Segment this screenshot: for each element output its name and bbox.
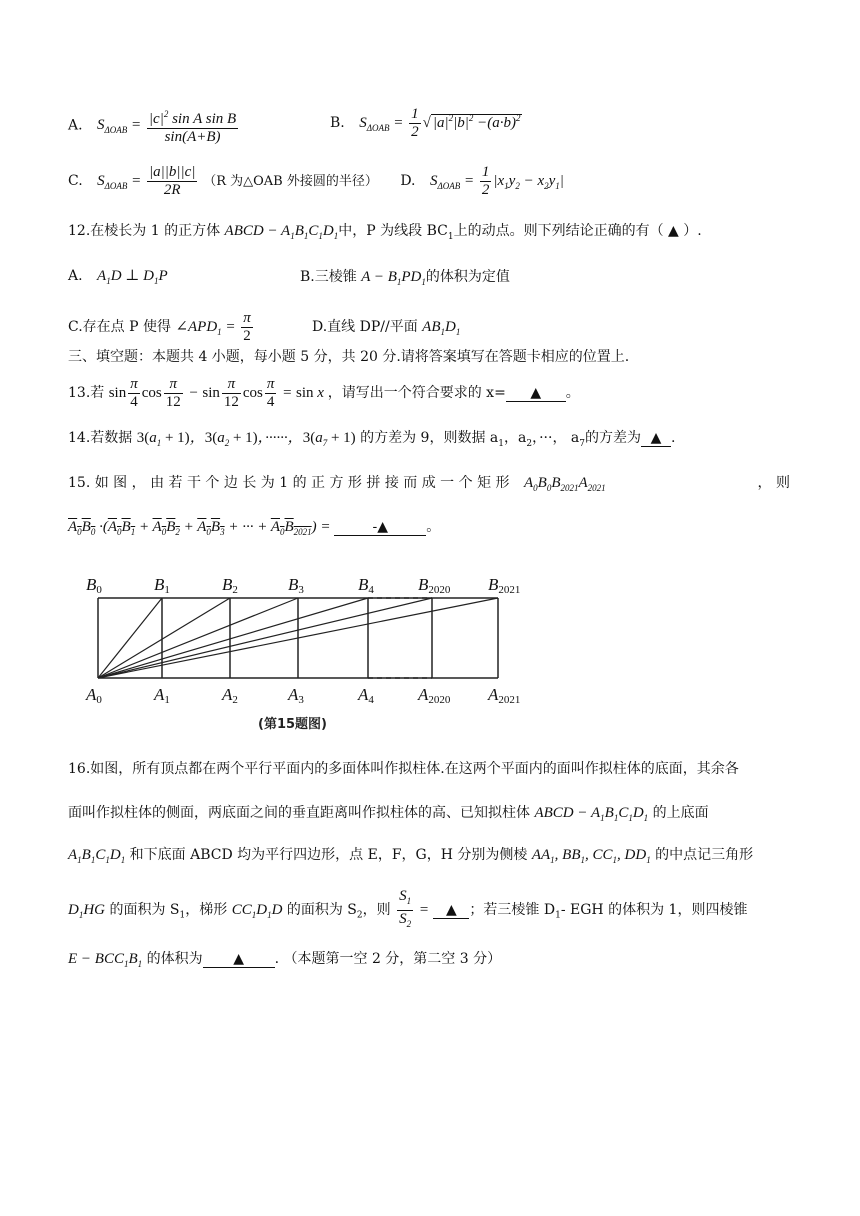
q13-answer-blank[interactable]: ▲ xyxy=(506,385,566,402)
q16-line2-end: 的上底面 xyxy=(652,805,709,821)
figure-dashed-segments xyxy=(368,598,432,678)
q16-answer-blank-2[interactable]: ▲ xyxy=(203,951,275,968)
label-B2020: B2020 xyxy=(418,575,451,596)
q12-options-cd xyxy=(68,310,255,345)
vector-a0b2020 xyxy=(98,598,432,678)
vector-a0b2 xyxy=(98,598,230,678)
q12-option-a-label: A. xyxy=(68,268,83,284)
q14-end: . xyxy=(670,430,676,446)
q11-option-c-label: C. xyxy=(68,172,83,189)
q12-stem: 12.在棱长为 1 的正方体 ABCD − $A_1B_1C_1D_1$中，P 为线段 $BC_1$上的动点。则下列结论正确的有（ ▲ ）. xyxy=(68,223,702,242)
q16-line3 xyxy=(68,844,753,865)
q16-answer-blank-1[interactable]: ▲ xyxy=(433,902,469,919)
q13-suffix: ，请写出一个符合要求的 x= xyxy=(327,384,506,401)
label-B1: B1 xyxy=(154,575,170,596)
q11-option-c-note: （R 为△OAB 外接圆的半径） xyxy=(203,173,378,189)
label-B4: B4 xyxy=(358,575,374,596)
q11-option-c-formula: $S_{\Delta OAB}$ = $\frac{|a||b||c|}{2R}$ xyxy=(97,164,196,198)
label-B2021: B2021 xyxy=(488,575,521,596)
q16-pyramid: $E - BCC_1B_1$ xyxy=(68,951,143,969)
section-3-heading: 三、填空题：本题共 4 小题，每小题 5 分，共 20 分.请将答案填写在答题卡相应的位置上. xyxy=(68,349,630,365)
q12-option-d xyxy=(312,316,460,337)
q15-line1 xyxy=(68,472,790,493)
q12-option-c-formula: $\angle APD_1$ = $\frac{\pi}{2}$ xyxy=(175,310,251,344)
q11-option-ab-row xyxy=(68,106,240,146)
q12-options-ab xyxy=(68,266,168,286)
vector-a0b4 xyxy=(98,598,368,678)
label-A2021: A2021 xyxy=(488,685,521,706)
figure-caption: (第15题图) xyxy=(258,717,327,732)
q11-option-b xyxy=(330,106,522,141)
q16-prism: ABCD − $A_1B_1C_1D_1$ xyxy=(534,805,649,823)
q13-prefix: 13.若 xyxy=(68,384,105,401)
q16-line2-text: 面叫作拟柱体的侧面，两底面之间的垂直距离叫作拟柱体的高、已知拟柱体 xyxy=(68,805,530,821)
q16-line4: $D_1HG$ 的面积为 $S_1$，梯形 $CC_1D_1D$ 的面积为 $S_2$，则 $\frac{S_1}{S_2}$ = ▲ ；若三棱锥 $D_1-$ EGH 的体积为 1，则四棱锥 xyxy=(68,888,748,929)
label-A2: A2 xyxy=(222,685,238,706)
label-A4: A4 xyxy=(358,685,374,706)
q16-line2 xyxy=(68,802,709,823)
label-A1: A1 xyxy=(154,685,170,706)
q15-text: 15. 如 图 ， 由 若 干 个 边 长 为 1 的 正 方 形 拼 接 而 成 一 个 矩 形 xyxy=(68,475,510,491)
q16-line5-b: 的体积为 xyxy=(146,951,203,967)
q12-option-c-text: C.存在点 P 使得 xyxy=(68,318,171,335)
q12-cube: ABCD − $A_1B_1C_1D_1$ xyxy=(224,223,339,241)
q12-option-b xyxy=(300,266,510,287)
q16-triangle: $D_1HG$ xyxy=(68,901,106,920)
label-A3: A3 xyxy=(288,685,304,706)
q14-data: $3(a_1 + 1)$，$3(a_2 + 1)$，······，$3(a_7 + 1)$ xyxy=(136,430,356,448)
q12-stem-prefix: 12.在棱长为 1 的正方体 xyxy=(68,223,221,239)
q16-line4-f: - EGH 的体积为 1，则四棱锥 xyxy=(560,901,748,918)
q16-line5 xyxy=(68,948,501,969)
q13 xyxy=(68,376,580,411)
q12-option-d-formula: $AB_1D_1$ xyxy=(422,319,461,337)
vector-a0b3 xyxy=(98,598,298,678)
q14: 14.若数据 $3(a_1 + 1)$，$3(a_2 + 1)$，······，$3(a_7 + 1)$ 的方差为 9，则数据 $a_1$，$a_2$，···， $a_7$的方差为 ▲ . xyxy=(68,430,676,449)
q11-option-a-formula: $S_{\Delta OAB}$ = $\frac{|c|^2 \sin A \sin B}{\sin(A+B)}$ xyxy=(97,117,240,133)
q12-option-b-text: B.三棱锥 xyxy=(300,269,357,285)
q12-option-b-formula: $A - B_1PD_1$ xyxy=(361,269,426,287)
q15-answer-blank[interactable]: -▲ xyxy=(334,519,426,536)
label-B2: B2 xyxy=(222,575,238,596)
q11-option-b-formula: $S_{\Delta OAB}$ = $\frac{1}{2}$ √ $|a|^2|b|^2 -(a\cdot b)^2$ xyxy=(359,106,521,140)
q16-line3-text: 和下底面 ABCD 均为平行四边形，点 E，F，G，H 分别为侧棱 xyxy=(129,847,528,863)
q16-line4-c: 的面积为 S xyxy=(286,901,357,918)
label-B3: B3 xyxy=(288,575,304,596)
q13-end: 。 xyxy=(565,384,580,401)
figure-labels xyxy=(85,575,520,706)
q11-option-a-label: A. xyxy=(68,117,83,134)
label-B0: B0 xyxy=(86,575,102,596)
q15-rectangle: $A_0B_0B_{2021}A_{2021}$ xyxy=(523,475,606,493)
q14-prefix: 14.若数据 xyxy=(68,430,133,446)
q16-trapezoid: $CC_1D_1D$ xyxy=(231,901,283,920)
q14-answer-blank[interactable]: ▲ xyxy=(641,430,671,447)
q12-option-b-suffix: 的体积为定值 xyxy=(425,269,510,285)
q16-line4-e: ；若三棱锥 D xyxy=(469,901,556,918)
q14-suffix: 的方差为 9，则数据 a xyxy=(360,430,499,446)
q16-line4-a: 的面积为 S xyxy=(109,901,180,918)
q13-equation: sin $\frac{\pi}{4}$ cos $\frac{\pi}{12}$ − sin $\frac{\pi}{12}$ cos $\frac{\pi}{4}$ = sin x xyxy=(108,376,328,410)
q12-option-d-text: D.直线 DP//平面 xyxy=(312,319,418,335)
q12-option-a-formula: $A_1D$ ⊥ $D_1P$ xyxy=(97,268,168,286)
q14-tail: 的方差为 xyxy=(584,430,641,446)
q16-line3-end: 的中点记三角形 xyxy=(655,847,754,863)
q11-option-d-formula: $S_{\Delta OAB}$ = $\frac{1}{2}$ $|x_1y_2 - x_2y_1|$ xyxy=(429,164,564,198)
q15-end: 。 xyxy=(426,519,441,535)
q16-top-face: $A_1B_1C_1D_1$ xyxy=(68,847,126,865)
q11-option-d-label: D. xyxy=(400,172,416,189)
q11-option-b-label: B. xyxy=(330,114,345,131)
q12-stem-suffix: 上的动点。则下列结论正确的有（ ▲ ）. xyxy=(453,223,702,239)
q16-ratio: $\frac{S_1}{S_2}$ = xyxy=(399,888,429,929)
q12-stem-mid: 中，P 为线段 BC xyxy=(338,223,448,239)
q15-line2 xyxy=(68,516,440,537)
q15-line1-end: ， 则 xyxy=(757,475,790,491)
q16-line5-c: . （本题第一空 2 分，第二空 3 分） xyxy=(274,951,502,967)
q15-expression: $A_0B_0 \cdot(A_0B_1 + A_0B_2 + A_0B_3$ + ··· + $A_0B_{2021}$) = xyxy=(68,519,335,537)
q16-line1: 16.如图，所有顶点都在两个平行平面内的多面体叫作拟柱体.在这两个平面内的面叫作拟柱体的底面，其余各 xyxy=(68,761,739,777)
label-A0: A0 xyxy=(86,685,102,706)
q16-line4-b: ，梯形 xyxy=(185,901,228,918)
q15-figure xyxy=(78,560,558,736)
q16-edges: $AA_1$, $BB_1$, $CC_1$, $DD_1$ xyxy=(531,847,651,865)
label-A2020: A2020 xyxy=(418,685,451,706)
q11-option-cd-row xyxy=(68,164,564,199)
q16-line4-d: ，则 xyxy=(362,901,391,918)
vector-a0b1 xyxy=(98,598,162,678)
